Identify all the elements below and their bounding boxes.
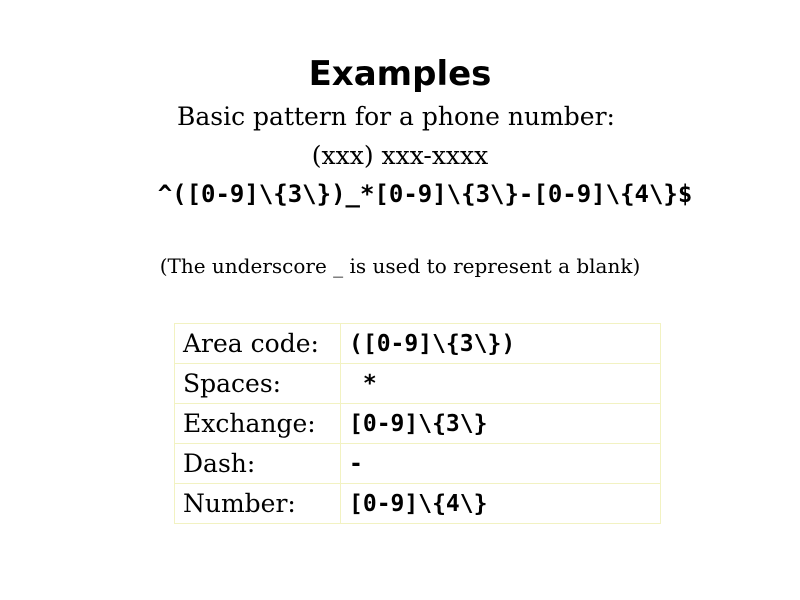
- row-pattern: [0-9]\{4\}: [341, 484, 661, 524]
- row-label: Exchange:: [175, 404, 341, 444]
- row-pattern: ([0-9]\{3\}): [341, 324, 661, 364]
- underscore-note: (The underscore _ is used to represent a blank): [159, 254, 641, 278]
- table-row: [175, 444, 661, 484]
- row-label: Spaces:: [175, 364, 341, 404]
- row-label: Number:: [175, 484, 341, 524]
- row-pattern: -: [341, 444, 661, 484]
- slide-title: Examples: [308, 54, 492, 94]
- table-row: [175, 404, 661, 444]
- pattern-parts-table: [174, 323, 661, 524]
- regex-pattern: ^([0-9]\{3\})_*[0-9]\{3\}-[0-9]\{4\}$: [157, 180, 693, 208]
- table-row: [175, 364, 661, 404]
- phone-format: (xxx) xxx-xxxx: [311, 141, 489, 170]
- row-label: Area code:: [175, 324, 341, 364]
- row-pattern: *: [341, 364, 661, 404]
- row-pattern: [0-9]\{3\}: [341, 404, 661, 444]
- table-row: [175, 484, 661, 524]
- table-row: [175, 324, 661, 364]
- slide-subtitle: Basic pattern for a phone number:: [177, 102, 615, 131]
- row-label: Dash:: [175, 444, 341, 484]
